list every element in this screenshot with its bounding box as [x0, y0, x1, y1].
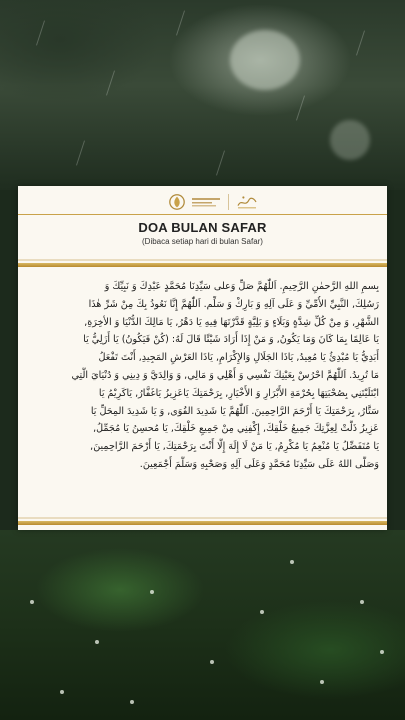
title-divider-light — [18, 259, 387, 261]
grass-flower — [320, 680, 324, 684]
dua-card — [18, 186, 387, 530]
publisher-logo-icon — [168, 193, 186, 211]
background-rain-top — [0, 0, 405, 190]
footer-divider-light — [18, 517, 387, 519]
dua-line: مَا تُرِيدُ. اَللّٰهُمَّ احْرُسْ بِعَيْنِكَ نَفْسِي وَ أَهْلِي وَ مَالِي, وَ وَالِدَيَّ وَ دِينِي وَ دُنْيَايَ الَّتِي — [71, 369, 379, 381]
grass-flower — [30, 600, 34, 604]
dua-line: وَصَلَّى اللهُ عَلَى سَيِّدِنَا مُحَمَّدٍ وَعَلَى آلِهِ وَصَحْبِهِ وَسَلَّمَ أَجْمَعِينَ. — [139, 458, 379, 470]
title-divider-gold — [18, 263, 387, 267]
background-light — [230, 30, 300, 90]
grass-flower — [150, 590, 154, 594]
page-subtitle: (Dibaca setiap hari di bulan Safar) — [142, 237, 263, 246]
footer-divider-gold — [18, 521, 387, 525]
dua-line: عَزِيزُ ذَلَّتْ لِعِزَّتِكَ جَمِيعُ خَلْقِكَ, إِكْفِنِي مِنْ جَمِيعِ خَلْقِكَ, يَا مُحسِنُ يَا مُجَمِّلُ, — [93, 423, 379, 435]
grass-flower — [290, 560, 294, 564]
dua-line: ابْتَلَيْتَنِي بِصُحْبَتِهَا بِحُرْمَةِ الأَبْرَارِ وَ الأَخْيَارِ, بِرَحْمَتِكَ يَاعَزِيزُ يَاغَفَّارُ, يَاكَرِيْمُ يَا — [98, 387, 379, 399]
page-title: DOA BULAN SAFAR — [138, 220, 267, 235]
header-divider — [18, 214, 387, 215]
calligraphy-logo-icon — [235, 193, 259, 211]
grass-flower — [380, 650, 384, 654]
logo-bar — [168, 191, 278, 213]
dua-line: سَتَّارُ, بِرَحْمَتِكَ يَا أَرْحَمَ الرَّاحِمِينَ. اَللّٰهُمَّ يَا شَدِيدَ القُوَى, وَ يَا شَدِيدَ المِحَلِّ يَا — [90, 405, 379, 417]
grass-flower — [260, 610, 264, 614]
grass-flower — [210, 660, 214, 664]
background-light — [330, 120, 370, 160]
dua-line: يَا عَالِمًا بِمَا كَانَ وَمَا يَكُونُ, وَ مَنْ إِذَا أَرَادَ شَيْئًا قَالَ لَهُ: (كُنْ فَيَكُونُ) يَا أَزَلِيُّ يَا — [83, 334, 379, 346]
dua-line: أَبَدِيُّ يَا مُبْدِئُ يَا مُعِيدُ, يَاذَا الجَلَالِ وَالإِكْرَامِ, يَاذَا العَرْشِ المَجِيدِ, أَنْتَ تَفْعَلُ — [98, 352, 379, 364]
dua-line: رَسُلِكَ, النَّبِيِّ الأُمِّيِّ وَ عَلَى آلِهِ وَ بَارِكْ وَ سَلِّم. اَللّٰهُمَّ إِنَّا نَعُوذُ بِكَ مِنْ شَرِّ هٰذَا — [88, 298, 379, 310]
logo-divider — [228, 194, 229, 210]
dua-line: بِسمِ اللهِ الرَّحمٰنِ الرَّحِيمِ. اَللّٰهُمَّ صَلِّ وَعلى سَيِّدِنَا مُحَمَّدٍ عَبْدِكَ وَ نَبِيِّكَ وَ — [104, 281, 379, 292]
publisher-wordmark-icon — [192, 196, 222, 208]
dua-text — [26, 278, 379, 474]
grass-flower — [360, 600, 364, 604]
dua-line: الشَّهْرِ, وَ مِنْ كُلِّ شِدَّةٍ وَبَلَاءٍ وَ بَلِيَّةٍ قَدَّرْتَهَا فِيهِ يَا دَهْرُ, يَا مَالِكَ الدُّنْيَا وَ الأخِرَةِ, — [84, 316, 379, 328]
dua-line: يَا مُتَفَضِّلُ يَا مُنْعِمُ يَا مُكْرِمُ, يَا مَنْ لَا إِلَهَ إِلَّا أَنْتَ بِرَحْمَتِكَ, يَا أَرْحَمَ الرَّاحِمِينَ, — [90, 441, 379, 453]
grass-flower — [130, 700, 134, 704]
grass-flower — [60, 690, 64, 694]
grass-flower — [95, 640, 99, 644]
